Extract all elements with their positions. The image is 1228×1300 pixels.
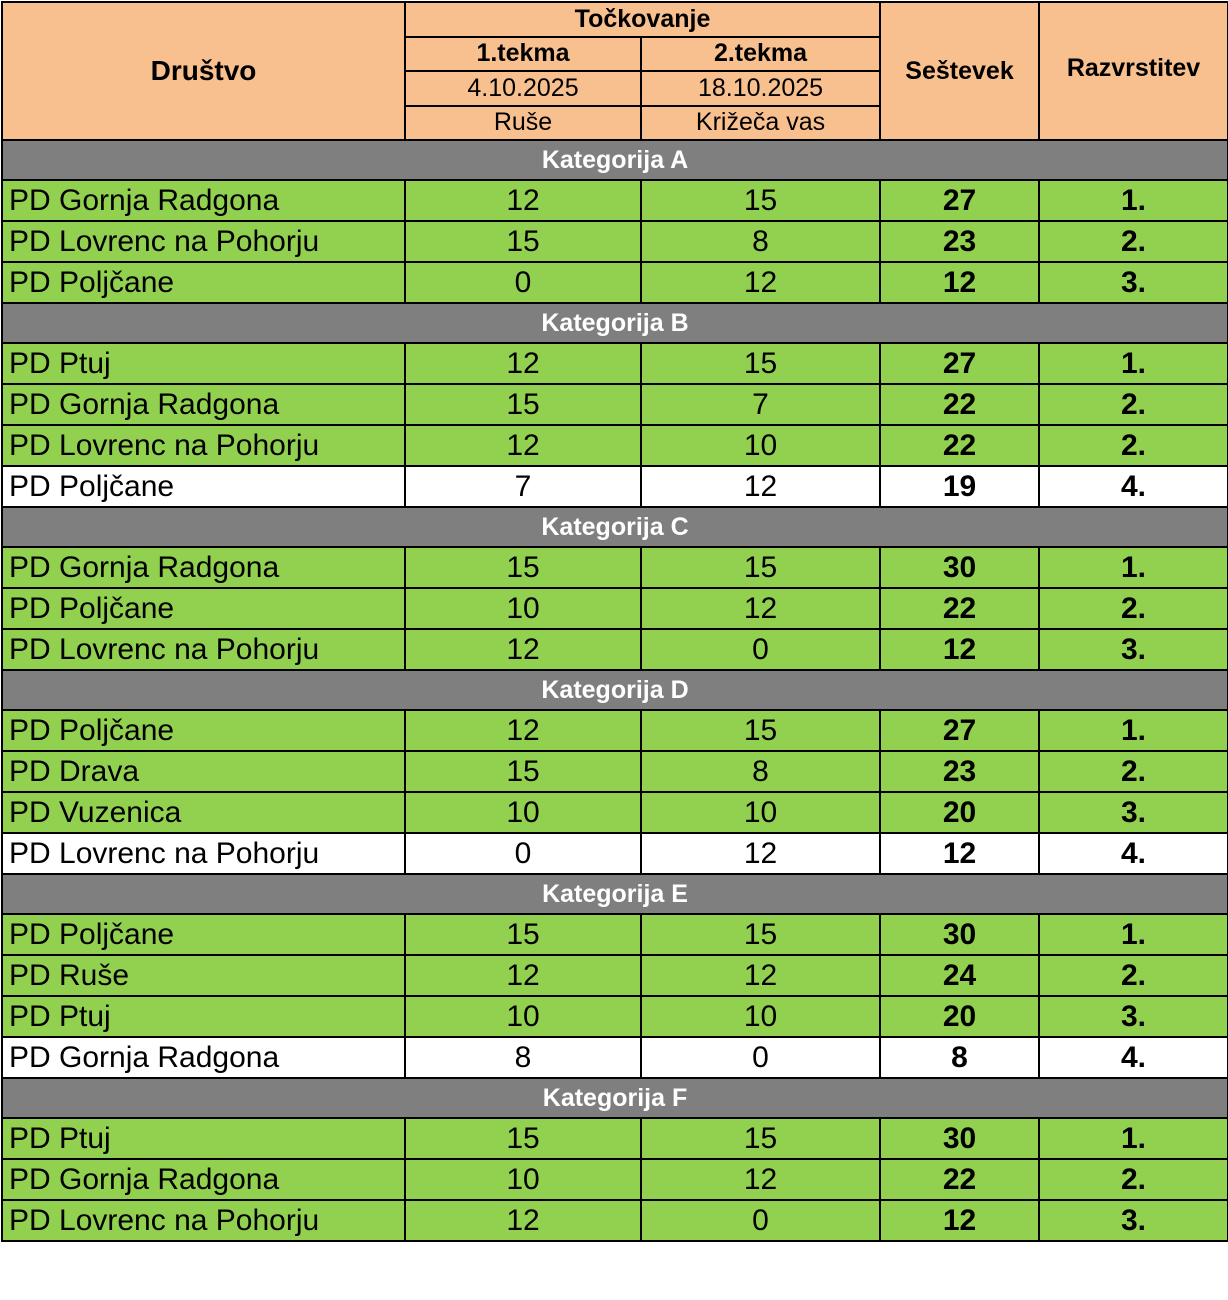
rank-cell: 1. xyxy=(1039,343,1228,384)
race1-points-cell: 12 xyxy=(405,343,641,384)
race2-points-cell: 12 xyxy=(641,833,880,874)
race1-points-cell: 0 xyxy=(405,262,641,303)
table-row xyxy=(2,384,1228,425)
rank-cell: 3. xyxy=(1039,262,1228,303)
table-row xyxy=(2,996,1228,1037)
table-row xyxy=(2,1037,1228,1078)
table-row xyxy=(2,710,1228,751)
table-row xyxy=(2,1118,1228,1159)
rank-cell: 1. xyxy=(1039,547,1228,588)
category-title: Kategorija E xyxy=(2,874,1228,914)
club-name-cell: PD Gornja Radgona xyxy=(2,180,405,221)
race2-points-cell: 12 xyxy=(641,588,880,629)
club-name-cell: PD Lovrenc na Pohorju xyxy=(2,425,405,466)
club-name-cell: PD Poljčane xyxy=(2,710,405,751)
club-name-cell: PD Gornja Radgona xyxy=(2,547,405,588)
sum-cell: 22 xyxy=(880,425,1039,466)
race1-points-cell: 10 xyxy=(405,996,641,1037)
results-table xyxy=(1,1,1228,1242)
table-row xyxy=(2,751,1228,792)
category-row xyxy=(2,303,1228,343)
race2-points-cell: 12 xyxy=(641,466,880,507)
rank-cell: 1. xyxy=(1039,180,1228,221)
rank-cell: 3. xyxy=(1039,629,1228,670)
rank-cell: 1. xyxy=(1039,1118,1228,1159)
rank-cell: 3. xyxy=(1039,1200,1228,1241)
race2-points-cell: 15 xyxy=(641,914,880,955)
rank-cell: 3. xyxy=(1039,792,1228,833)
race1-points-cell: 15 xyxy=(405,221,641,262)
race1-points-cell: 15 xyxy=(405,914,641,955)
club-name-cell: PD Ptuj xyxy=(2,1118,405,1159)
race2-points-cell: 15 xyxy=(641,343,880,384)
sum-cell: 27 xyxy=(880,180,1039,221)
category-row xyxy=(2,140,1228,180)
race2-points-cell: 12 xyxy=(641,262,880,303)
race2-title: 2.tekma xyxy=(641,37,880,72)
race2-points-cell: 10 xyxy=(641,792,880,833)
race2-points-cell: 8 xyxy=(641,221,880,262)
race1-title: 1.tekma xyxy=(405,37,641,72)
sum-cell: 23 xyxy=(880,751,1039,792)
race2-points-cell: 0 xyxy=(641,629,880,670)
race2-points-cell: 15 xyxy=(641,710,880,751)
club-name-cell: PD Poljčane xyxy=(2,588,405,629)
category-row xyxy=(2,670,1228,710)
rank-cell: 4. xyxy=(1039,1037,1228,1078)
table-row xyxy=(2,792,1228,833)
club-name-cell: PD Gornja Radgona xyxy=(2,1159,405,1200)
race1-points-cell: 12 xyxy=(405,1200,641,1241)
race1-points-cell: 0 xyxy=(405,833,641,874)
race2-place: Križeča vas xyxy=(641,106,880,141)
race1-points-cell: 15 xyxy=(405,751,641,792)
sum-cell: 12 xyxy=(880,1200,1039,1241)
race2-points-cell: 0 xyxy=(641,1037,880,1078)
rank-cell: 2. xyxy=(1039,425,1228,466)
rank-cell: 4. xyxy=(1039,466,1228,507)
scoring-header: Točkovanje xyxy=(405,2,880,37)
table-row xyxy=(2,955,1228,996)
rank-cell: 1. xyxy=(1039,914,1228,955)
rank-cell: 2. xyxy=(1039,751,1228,792)
race1-points-cell: 10 xyxy=(405,1159,641,1200)
club-name-cell: PD Gornja Radgona xyxy=(2,1037,405,1078)
race2-points-cell: 15 xyxy=(641,547,880,588)
category-title: Kategorija D xyxy=(2,670,1228,710)
club-name-cell: PD Gornja Radgona xyxy=(2,384,405,425)
sum-cell: 22 xyxy=(880,588,1039,629)
category-title: Kategorija B xyxy=(2,303,1228,343)
rank-cell: 2. xyxy=(1039,1159,1228,1200)
club-name-cell: PD Lovrenc na Pohorju xyxy=(2,629,405,670)
race2-points-cell: 0 xyxy=(641,1200,880,1241)
sum-cell: 12 xyxy=(880,262,1039,303)
table-row xyxy=(2,425,1228,466)
race2-points-cell: 10 xyxy=(641,425,880,466)
club-name-cell: PD Poljčane xyxy=(2,262,405,303)
rank-cell: 2. xyxy=(1039,955,1228,996)
sum-cell: 19 xyxy=(880,466,1039,507)
table-row xyxy=(2,221,1228,262)
results-table-body xyxy=(2,2,1228,1241)
table-row xyxy=(2,343,1228,384)
sum-cell: 23 xyxy=(880,221,1039,262)
club-name-cell: PD Drava xyxy=(2,751,405,792)
club-name-cell: PD Poljčane xyxy=(2,466,405,507)
sum-cell: 30 xyxy=(880,914,1039,955)
race2-points-cell: 12 xyxy=(641,955,880,996)
table-row xyxy=(2,1200,1228,1241)
race2-points-cell: 15 xyxy=(641,180,880,221)
table-row xyxy=(2,1159,1228,1200)
race1-points-cell: 15 xyxy=(405,547,641,588)
club-name-cell: PD Lovrenc na Pohorju xyxy=(2,1200,405,1241)
rank-cell: 2. xyxy=(1039,384,1228,425)
sum-cell: 12 xyxy=(880,833,1039,874)
sum-cell: 22 xyxy=(880,1159,1039,1200)
club-name-cell: PD Poljčane xyxy=(2,914,405,955)
race1-points-cell: 12 xyxy=(405,955,641,996)
table-row xyxy=(2,629,1228,670)
race1-points-cell: 7 xyxy=(405,466,641,507)
club-name-cell: PD Lovrenc na Pohorju xyxy=(2,221,405,262)
race1-place: Ruše xyxy=(405,106,641,141)
sum-cell: 20 xyxy=(880,996,1039,1037)
category-title: Kategorija A xyxy=(2,140,1228,180)
table-row xyxy=(2,180,1228,221)
sum-cell: 27 xyxy=(880,343,1039,384)
table-row xyxy=(2,262,1228,303)
club-name-cell: PD Ptuj xyxy=(2,996,405,1037)
rank-column-header xyxy=(1039,2,1228,140)
race1-points-cell: 12 xyxy=(405,629,641,670)
category-row xyxy=(2,874,1228,914)
race2-points-cell: 10 xyxy=(641,996,880,1037)
category-row xyxy=(2,507,1228,547)
category-title: Kategorija C xyxy=(2,507,1228,547)
sum-cell: 20 xyxy=(880,792,1039,833)
race1-points-cell: 8 xyxy=(405,1037,641,1078)
sum-cell: 27 xyxy=(880,710,1039,751)
race1-points-cell: 12 xyxy=(405,180,641,221)
rank-cell: 1. xyxy=(1039,710,1228,751)
race1-points-cell: 15 xyxy=(405,1118,641,1159)
category-title: Kategorija F xyxy=(2,1078,1228,1118)
sum-cell: 8 xyxy=(880,1037,1039,1078)
race1-date: 4.10.2025 xyxy=(405,71,641,106)
club-name-cell: PD Ruše xyxy=(2,955,405,996)
race1-points-cell: 10 xyxy=(405,792,641,833)
sum-cell: 12 xyxy=(880,629,1039,670)
category-row xyxy=(2,1078,1228,1118)
rank-cell: 3. xyxy=(1039,996,1228,1037)
rank-cell: 2. xyxy=(1039,588,1228,629)
race1-points-cell: 10 xyxy=(405,588,641,629)
race2-points-cell: 7 xyxy=(641,384,880,425)
table-row xyxy=(2,466,1228,507)
race2-points-cell: 8 xyxy=(641,751,880,792)
table-row xyxy=(2,547,1228,588)
header-row-1 xyxy=(2,2,1228,37)
table-row xyxy=(2,833,1228,874)
rank-cell: 4. xyxy=(1039,833,1228,874)
table-row xyxy=(2,914,1228,955)
club-name-cell: PD Ptuj xyxy=(2,343,405,384)
table-row xyxy=(2,588,1228,629)
race1-points-cell: 15 xyxy=(405,384,641,425)
rank-column-header-label: Razvrstitev xyxy=(1066,53,1201,82)
race1-points-cell: 12 xyxy=(405,425,641,466)
rank-cell: 2. xyxy=(1039,221,1228,262)
race2-points-cell: 15 xyxy=(641,1118,880,1159)
race2-points-cell: 12 xyxy=(641,1159,880,1200)
sum-cell: 30 xyxy=(880,1118,1039,1159)
sum-cell: 30 xyxy=(880,547,1039,588)
club-name-cell: PD Vuzenica xyxy=(2,792,405,833)
club-name-cell: PD Lovrenc na Pohorju xyxy=(2,833,405,874)
sum-column-header: Seštevek xyxy=(880,2,1039,140)
club-column-header: Društvo xyxy=(2,2,405,140)
race1-points-cell: 12 xyxy=(405,710,641,751)
sum-cell: 24 xyxy=(880,955,1039,996)
sum-cell: 22 xyxy=(880,384,1039,425)
race2-date: 18.10.2025 xyxy=(641,71,880,106)
